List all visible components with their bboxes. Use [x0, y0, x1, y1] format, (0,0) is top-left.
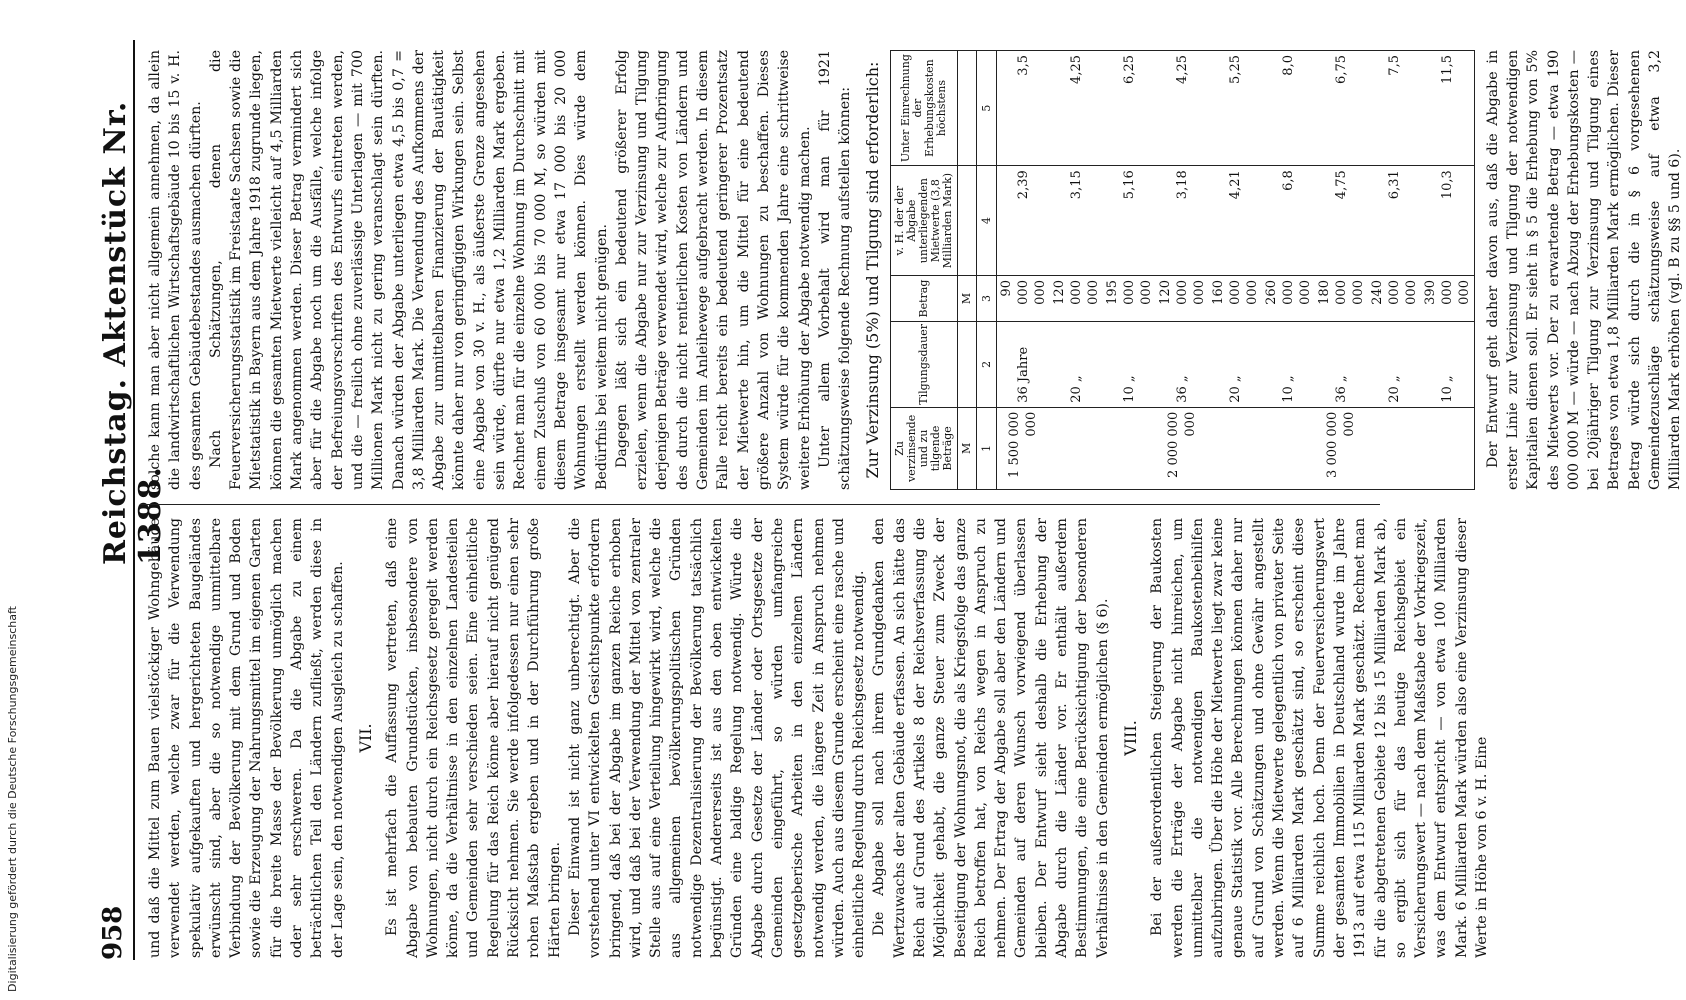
table-cell: 10,3 [1421, 166, 1475, 276]
table-cell: 120 000 000 [1156, 276, 1209, 322]
table-cell: 20 „ [1050, 322, 1103, 408]
table-cell: 8,0 [1262, 51, 1315, 166]
table-cell: 6,75 [1315, 51, 1368, 166]
table-cell [1368, 407, 1421, 489]
table-row [996, 51, 1050, 490]
table-cell: 160 000 000 [1209, 276, 1262, 322]
table-cell: 90 000 000 [996, 276, 1050, 322]
column-number: 4 [976, 166, 996, 276]
table-row [1262, 51, 1315, 490]
table-cell: 36 Jahre [996, 322, 1050, 408]
table-cell: 10 „ [1262, 322, 1315, 408]
table-cell: 4,25 [1156, 51, 1209, 166]
column-divider [140, 504, 1380, 505]
table-caption: Zur Verzinsung (5%) und Tilgung sind erforderlich: [863, 61, 883, 479]
table-cell: 5,25 [1209, 51, 1262, 166]
table-cell: 195 000 000 [1103, 276, 1156, 322]
table-cell: 7,5 [1368, 51, 1421, 166]
paragraph: Unter allem Vorbehalt wird man für 1921 schätzungsweise folgende Rechnung aufstellen können: [816, 50, 854, 490]
table-row [1209, 51, 1262, 490]
paragraph: solche kann man aber nicht allgemein annehmen, da allein die landwirtschaftlichen Wirtschaftsgebäude 10 bis 15 v. H. des gesamten Gebäudebestandes ausmachen dürften. [147, 50, 204, 490]
table-row [1368, 51, 1421, 490]
table-row [1050, 51, 1103, 490]
unit-cell [957, 322, 976, 408]
table-cell: 36 „ [1156, 322, 1209, 408]
table-cell: 240 000 000 [1368, 276, 1421, 322]
table-cell: 4,25 [1050, 51, 1103, 166]
unit-cell: M [957, 276, 976, 322]
table-row [1315, 51, 1368, 490]
table-cell: 390 000 000 [1421, 276, 1475, 322]
column-number: 2 [976, 322, 996, 408]
header-rule [133, 40, 135, 960]
paragraph: Dieser Einwand ist nicht ganz unberechtigt. Aber die vorstehend unter VI entwickelten Gesichtspunkte erfordern bringend, daß bei der Abgabe im ganzen Reiche erhoben wird, und daß bei der Verwendung der Mittel von zentraler Stelle aus auf eine Verteilung hingewirkt wird, welche die aus allgemeinen bevölkerungspolitischen Gründen notwendige Dezentralisierung der Bevölkerung tatsächlich begünstigt. Andererseits ist aus den oben entwickelten Gründen eine baldige Regelung notwendig. Würde die Abgabe durch Gesetze der Länder oder Ortsgesetze der Gemeinden eingeführt, so würden umfangreiche gesetzgeberische Arbeiten in den einzelnen Ländern notwendig werden, die längere Zeit in Anspruch nehmen würden. Auch aus diesem Grunde erscheint eine rasche und einheitliche Regelung durch Reichsgesetz notwendig. [566, 518, 868, 958]
column-number: 5 [976, 51, 996, 166]
table-cell: 2,39 [996, 166, 1050, 276]
table-cell: 11,5 [1421, 51, 1475, 166]
table-cell: 20 „ [1368, 322, 1421, 408]
table-body [996, 51, 1474, 490]
table-row [1156, 51, 1209, 490]
table-header: Betrag [890, 276, 957, 322]
table-cell: 5,16 [1103, 166, 1156, 276]
table-cell: 4,21 [1209, 166, 1262, 276]
table-cell: 20 „ [1209, 322, 1262, 408]
table-cell: 10 „ [1103, 322, 1156, 408]
table-header: v. H. der der Abgabe unterliegenden Mietwerte (3,8 Milliarden Mark) [890, 166, 957, 276]
column-number: 3 [976, 276, 996, 322]
unit-cell [957, 166, 976, 276]
table-cell: 2 000 000 000 [1156, 407, 1209, 489]
digitization-credit: Digitalisierung gefördert durch die Deutsche Forschungsgemeinschaft [6, 606, 19, 992]
table-cell: 3,15 [1050, 166, 1103, 276]
table-cell [1262, 407, 1315, 489]
table-cell [1209, 407, 1262, 489]
table-cell [1421, 407, 1475, 489]
table-cell: 4,75 [1315, 166, 1368, 276]
table-cell: 120 000 000 [1050, 276, 1103, 322]
table-cell: 3,5 [996, 51, 1050, 166]
table-header: Unter Einrechnung der Erhebungskosten höchstens [890, 51, 957, 166]
table-row [1103, 51, 1156, 490]
table-cell: 1 500 000 000 [996, 407, 1050, 489]
table-cell: 6,8 [1262, 166, 1315, 276]
unit-cell: M [957, 407, 976, 489]
unit-cell [957, 51, 976, 166]
table-header: Zu verzinsende und zu tilgende Beträge [890, 407, 957, 489]
table-cell: 260 000 000 [1262, 276, 1315, 322]
table-cell: 6,25 [1103, 51, 1156, 166]
table-cell: 10 „ [1421, 322, 1475, 408]
table-cell: 3,18 [1156, 166, 1209, 276]
table-cell [1103, 407, 1156, 489]
paragraph: Die Abgabe soll nach ihrem Grundgedanken den Wertzuwachs der alten Gebäude erfassen. An sich hätte das Reich auf Grund des Artikels 8 der Reichsverfassung die Möglichkeit gehabt, die ganze Steuer zum Zweck der Beseitigung der Wohnungsnot, die als Kriegsfolge das ganze Reich betroffen hat, von Reichs wegen in Anspruch zu nehmen. Der Ertrag der Abgabe soll aber den Ländern und Gemeinden auf deren Wunsch vorwiegend überlassen bleiben. Der Entwurf sieht deshalb die Erhebung der Abgabe durch die Länder vor. Er enthält außerdem Bestimmungen, die eine Berücksichtigung der besonderen Verhältnisse in den Gemeinden ermöglichen (§ 6). [871, 518, 1111, 958]
table-cell [1050, 407, 1103, 489]
column-number: 1 [976, 407, 996, 489]
table-cell: 36 „ [1315, 322, 1368, 408]
paragraph: Der Entwurf geht daher davon aus, daß die Abgabe in erster Linie zur Verzinsung und Tilgung der notwendigen Kapitalien dienen soll. Er sieht in § 5 die Erhebung von 5% des Mietwerts vor. Der zu erwartende Betrag — etwa 190 000 000 M — würde — nach Abzug der Erhebungskosten — bei 20jähriger Tilgung zur Verzinsung und Tilgung eines Betrages von etwa 1,8 Milliarden Mark ermöglichen. Dieser Betrag würde sich durch die in § 6 vorgesehenen Gemeindezuschläge schätzungsweise auf etwa 3,2 Milliarden Mark erhöhen (vgl. B zu §§ 5 und 6). [1484, 50, 1684, 490]
paragraph: und daß die Mittel zum Bauen vielstöckiger Wohngebäude verwendet werden, welche zwar für die Verwendung spekulativ aufgekauften und hergerichteten Baugeländes erwünscht sind, aber die so notwendige unmittelbare Verbindung der Bevölkerung mit dem Grund und Boden sowie die Erzeugung der Nahrungsmittel im eigenen Garten für die breite Masse der Bevölkerung unmöglich machen oder sehr erschweren. Da die Abgabe zu einem beträchtlichen Teil den Ländern zufließt, werden diese in der Lage sein, den notwendigen Ausgleich zu schaffen. [147, 518, 346, 958]
interest-table [890, 50, 1475, 490]
table-cell: 3 000 000 000 [1315, 407, 1368, 489]
table-row [1421, 51, 1475, 490]
section-heading-vii: VII. [355, 723, 375, 753]
right-column [145, 50, 1686, 490]
paragraph: Bei der außerordentlichen Steigerung der Baukosten werden die Erträge der Abgabe nicht hinreichen, um unmittelbar die notwendigen Baukostenbeihilfen aufzubringen. Über die Höhe der Mietwerte liegt zwar keine genaue Statistik vor. Alle Berechnungen können daher nur auf Grund von Schätzungen und ohne Gewähr angestellt werden. Wenn die Mietwerte gelegentlich von privater Seite auf 6 Milliarden Mark geschätzt sind, so erscheint diese Summe reichlich hoch. Denn der Feuerversicherungswert der gesamten Immobilien in Deutschland wurde im Jahre 1913 auf etwa 115 Milliarden Mark geschätzt. Rechnet man für die abgetretenen Gebiete 12 bis 15 Milliarden Mark ab, so ergibt sich für das heutige Reichsgebiet ein Versicherungswert — nach dem Maßstabe der Vorkriegszeit, was dem Entwurf entspricht — von etwa 100 Milliarden Mark. 6 Milliarden Mark würden also eine Verzinsung dieser Werte in Höhe von 6 v. H. Eine [1149, 518, 1490, 958]
page-header [92, 40, 168, 960]
paragraph: Nach Schätzungen, denen die Feuerversicherungsstatistik im Freistaate Sachsen sowie die Mietstatistik in Bayern aus dem Jahre 1918 zugrunde liegen, können die gesamten Mietwerte vielleicht auf 4,5 Milliarden Mark angenommen werden. Dieser Betrag vermindert sich aber für die Abgabe noch um die Ausfälle, welche infolge der Befreiungsvorschriften des Entwurfs eintreten werden, und die — freilich ohne zuverlässige Unterlagen — mit 700 Millionen Mark nicht zu gering veranschlagt sein dürften. Danach würden der Abgabe unterliegen etwa 4,5 bis 0,7 = 3,8 Milliarden Mark. Die Verwendung des Aufkommens der Abgabe zur unmittelbaren Finanzierung der Bautätigkeit könnte daher nur von geringfügigen Wirkungen sein. Selbst eine Abgabe von 30 v. H., als äußerste Grenze angesehen sein würde, dürfte nur etwa 1,2 Milliarden Mark ergeben. Rechnet man für die einzelne Wohnung im Durchschnitt mit einem Zuschuß von 60 000 bis 70 000 M, so würden mit diesem Betrage insgesamt nur etwa 17 000 bis 20 000 Wohnungen erstellt werden können. Dies würde dem Bedürfnis bei weitem nicht genügen. [207, 50, 610, 490]
section-heading-viii: VIII. [1120, 720, 1140, 756]
table-cell: 6,31 [1368, 166, 1421, 276]
page-number: 958 [98, 905, 128, 960]
table-header: Tilgungsdauer [890, 322, 957, 408]
paragraph: Dagegen läßt sich ein bedeutend größerer Erfolg erzielen, wenn die Abgabe nur zur Verzinsung und Tilgung derjenigen Beträge verwendet wird, welche zur Aufbringung des durch die nicht rentierlichen Kosten von Ländern und Gemeinden im Anleihewege aufgebracht werden. In diesem Falle reicht bereits ein bedeutend geringerer Prozentsatz der Mietwerte hin, um die Mittel für eine bedeutend größere Anzahl von Wohnungen zu beschaffen. Dieses System würde für die kommenden Jahre eine schrittweise weitere Erhöhung der Abgabe notwendig machen. [613, 50, 813, 490]
paragraph: Es ist mehrfach die Auffassung vertreten, daß eine Abgabe von bebauten Grundstücken, insbesondere von Wohnungen, nicht durch ein Reichsgesetz geregelt werden könne, da die Verhältnisse in den einzelnen Landesteilen und Gemeinden sehr verschieden seien. Eine einheitliche Regelung für das Reich könne aber hierauf nicht genügend Rücksicht nehmen. Sie werde infolgedessen nur einen sehr rohen Maßstab ergeben und in der Durchführung große Härten bringen. [384, 518, 563, 958]
left-column [145, 518, 1492, 958]
page-title: Reichstag. Aktenstück Nr. 1388. [98, 100, 168, 565]
table-cell: 180 000 000 [1315, 276, 1368, 322]
